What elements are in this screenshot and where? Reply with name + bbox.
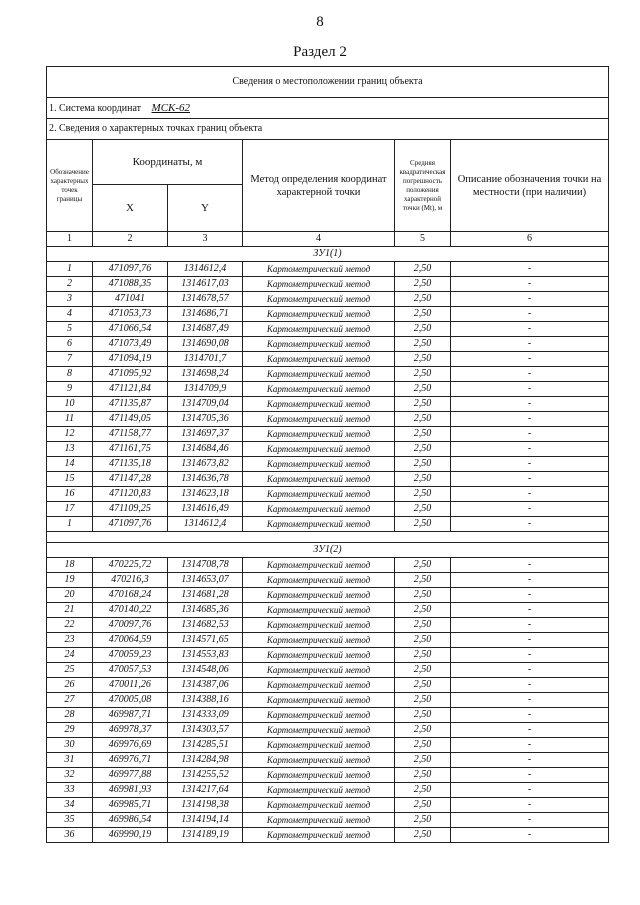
mt-value: 2,50 bbox=[395, 573, 451, 588]
col-number: 1 bbox=[47, 232, 93, 247]
coord-y: 1314685,36 bbox=[168, 603, 243, 618]
header-mt: Средняя квадратическая погрешность положения характерной точки (Mt), м bbox=[395, 140, 451, 232]
table-row bbox=[47, 618, 609, 633]
mt-value: 2,50 bbox=[395, 828, 451, 843]
table-row bbox=[47, 502, 609, 517]
method: Картометрический метод bbox=[243, 573, 395, 588]
point-id: 1 bbox=[47, 517, 93, 532]
coord-x: 470064,59 bbox=[93, 633, 168, 648]
table-row bbox=[47, 693, 609, 708]
table-row bbox=[47, 783, 609, 798]
method: Картометрический метод bbox=[243, 693, 395, 708]
description: - bbox=[451, 558, 609, 573]
group-name: ЗУ1(1) bbox=[47, 247, 609, 262]
point-id: 15 bbox=[47, 472, 93, 487]
coord-x: 471109,25 bbox=[93, 502, 168, 517]
coord-x: 471135,87 bbox=[93, 397, 168, 412]
table-row bbox=[47, 382, 609, 397]
table-row bbox=[47, 648, 609, 663]
table-row bbox=[47, 573, 609, 588]
table-row bbox=[47, 457, 609, 472]
group-spacer bbox=[47, 532, 609, 543]
coord-x: 471095,92 bbox=[93, 367, 168, 382]
coord-y: 1314701,7 bbox=[168, 352, 243, 367]
mt-value: 2,50 bbox=[395, 618, 451, 633]
mt-value: 2,50 bbox=[395, 412, 451, 427]
coord-x: 471066,54 bbox=[93, 322, 168, 337]
table-row bbox=[47, 412, 609, 427]
mt-value: 2,50 bbox=[395, 663, 451, 678]
point-id: 3 bbox=[47, 292, 93, 307]
method: Картометрический метод bbox=[243, 678, 395, 693]
coord-y: 1314303,57 bbox=[168, 723, 243, 738]
point-id: 34 bbox=[47, 798, 93, 813]
point-id: 17 bbox=[47, 502, 93, 517]
method: Картометрический метод bbox=[243, 277, 395, 292]
description: - bbox=[451, 768, 609, 783]
coord-x: 470011,26 bbox=[93, 678, 168, 693]
description: - bbox=[451, 517, 609, 532]
header-x: X bbox=[93, 185, 168, 232]
description: - bbox=[451, 603, 609, 618]
coord-y: 1314616,49 bbox=[168, 502, 243, 517]
coord-y: 1314636,78 bbox=[168, 472, 243, 487]
coord-y: 1314653,07 bbox=[168, 573, 243, 588]
coord-y: 1314548,06 bbox=[168, 663, 243, 678]
description: - bbox=[451, 708, 609, 723]
group-spacer-cell bbox=[47, 532, 609, 543]
description: - bbox=[451, 618, 609, 633]
point-id: 27 bbox=[47, 693, 93, 708]
coord-y: 1314681,28 bbox=[168, 588, 243, 603]
header-point: Обозначение характерных точек границы bbox=[47, 140, 93, 232]
method: Картометрический метод bbox=[243, 783, 395, 798]
table-row bbox=[47, 322, 609, 337]
description: - bbox=[451, 487, 609, 502]
point-id: 22 bbox=[47, 618, 93, 633]
coord-x: 469976,69 bbox=[93, 738, 168, 753]
coord-x: 471053,73 bbox=[93, 307, 168, 322]
table-row bbox=[47, 738, 609, 753]
mt-value: 2,50 bbox=[395, 337, 451, 352]
method: Картометрический метод bbox=[243, 753, 395, 768]
description: - bbox=[451, 798, 609, 813]
col-number: 4 bbox=[243, 232, 395, 247]
coord-x: 471135,18 bbox=[93, 457, 168, 472]
coord-y: 1314709,9 bbox=[168, 382, 243, 397]
description: - bbox=[451, 352, 609, 367]
coord-y: 1314709,04 bbox=[168, 397, 243, 412]
column-numbers-row bbox=[47, 232, 609, 247]
header-description: Описание обозначения точки на местности (при наличии) bbox=[451, 140, 609, 232]
coord-y: 1314673,82 bbox=[168, 457, 243, 472]
description: - bbox=[451, 382, 609, 397]
mt-value: 2,50 bbox=[395, 442, 451, 457]
coord-y: 1314705,36 bbox=[168, 412, 243, 427]
point-id: 25 bbox=[47, 663, 93, 678]
description: - bbox=[451, 292, 609, 307]
method: Картометрический метод bbox=[243, 307, 395, 322]
table-row bbox=[47, 813, 609, 828]
coord-x: 469976,71 bbox=[93, 753, 168, 768]
method: Картометрический метод bbox=[243, 502, 395, 517]
table-row bbox=[47, 367, 609, 382]
point-id: 36 bbox=[47, 828, 93, 843]
description: - bbox=[451, 472, 609, 487]
point-id: 35 bbox=[47, 813, 93, 828]
col-number: 5 bbox=[395, 232, 451, 247]
table-row bbox=[47, 663, 609, 678]
mt-value: 2,50 bbox=[395, 322, 451, 337]
header-method: Метод определения координат характерной точки bbox=[243, 140, 395, 232]
coord-x: 470005,08 bbox=[93, 693, 168, 708]
coord-y: 1314612,4 bbox=[168, 517, 243, 532]
method: Картометрический метод bbox=[243, 337, 395, 352]
table-row bbox=[47, 753, 609, 768]
mt-value: 2,50 bbox=[395, 262, 451, 277]
method: Картометрический метод bbox=[243, 472, 395, 487]
group-header-row bbox=[47, 247, 609, 262]
coord-y: 1314698,24 bbox=[168, 367, 243, 382]
point-id: 2 bbox=[47, 277, 93, 292]
description: - bbox=[451, 502, 609, 517]
coord-x: 470097,76 bbox=[93, 618, 168, 633]
table-row bbox=[47, 487, 609, 502]
description: - bbox=[451, 753, 609, 768]
coord-y: 1314682,53 bbox=[168, 618, 243, 633]
coord-x: 469986,54 bbox=[93, 813, 168, 828]
coord-x: 469981,93 bbox=[93, 783, 168, 798]
mt-value: 2,50 bbox=[395, 753, 451, 768]
point-id: 1 bbox=[47, 262, 93, 277]
mt-value: 2,50 bbox=[395, 397, 451, 412]
coord-y: 1314387,06 bbox=[168, 678, 243, 693]
mt-value: 2,50 bbox=[395, 427, 451, 442]
description: - bbox=[451, 723, 609, 738]
header-y: Y bbox=[168, 185, 243, 232]
col-number: 6 bbox=[451, 232, 609, 247]
coord-y: 1314678,57 bbox=[168, 292, 243, 307]
description: - bbox=[451, 307, 609, 322]
table-row bbox=[47, 442, 609, 457]
point-id: 20 bbox=[47, 588, 93, 603]
coord-x: 471161,75 bbox=[93, 442, 168, 457]
method: Картометрический метод bbox=[243, 352, 395, 367]
point-id: 10 bbox=[47, 397, 93, 412]
point-id: 21 bbox=[47, 603, 93, 618]
point-id: 31 bbox=[47, 753, 93, 768]
coord-y: 1314388,16 bbox=[168, 693, 243, 708]
group-name: ЗУ1(2) bbox=[47, 543, 609, 558]
col-number: 3 bbox=[168, 232, 243, 247]
description: - bbox=[451, 633, 609, 648]
table-row bbox=[47, 277, 609, 292]
coord-x: 470216,3 bbox=[93, 573, 168, 588]
method: Картометрический метод bbox=[243, 412, 395, 427]
mt-value: 2,50 bbox=[395, 798, 451, 813]
coord-x: 469990,19 bbox=[93, 828, 168, 843]
method: Картометрический метод bbox=[243, 588, 395, 603]
method: Картометрический метод bbox=[243, 663, 395, 678]
point-id: 18 bbox=[47, 558, 93, 573]
description: - bbox=[451, 277, 609, 292]
mt-value: 2,50 bbox=[395, 633, 451, 648]
method: Картометрический метод bbox=[243, 708, 395, 723]
coord-y: 1314553,83 bbox=[168, 648, 243, 663]
method: Картометрический метод bbox=[243, 618, 395, 633]
mt-value: 2,50 bbox=[395, 723, 451, 738]
description: - bbox=[451, 262, 609, 277]
point-id: 8 bbox=[47, 367, 93, 382]
description: - bbox=[451, 663, 609, 678]
point-id: 26 bbox=[47, 678, 93, 693]
coord-x: 471147,28 bbox=[93, 472, 168, 487]
table-row bbox=[47, 768, 609, 783]
coord-y: 1314189,19 bbox=[168, 828, 243, 843]
coord-x: 471094,19 bbox=[93, 352, 168, 367]
description: - bbox=[451, 648, 609, 663]
point-id: 11 bbox=[47, 412, 93, 427]
points-section-title: 2. Сведения о характерных точках границ объекта bbox=[47, 119, 609, 140]
coord-x: 471097,76 bbox=[93, 517, 168, 532]
mt-value: 2,50 bbox=[395, 307, 451, 322]
table-row bbox=[47, 262, 609, 277]
table-row bbox=[47, 397, 609, 412]
col-number: 2 bbox=[93, 232, 168, 247]
method: Картометрический метод bbox=[243, 798, 395, 813]
mt-value: 2,50 bbox=[395, 603, 451, 618]
method: Картометрический метод bbox=[243, 262, 395, 277]
description: - bbox=[451, 367, 609, 382]
coord-x: 470059,23 bbox=[93, 648, 168, 663]
description: - bbox=[451, 427, 609, 442]
coord-x: 470140,22 bbox=[93, 603, 168, 618]
point-id: 16 bbox=[47, 487, 93, 502]
description: - bbox=[451, 397, 609, 412]
method: Картометрический метод bbox=[243, 633, 395, 648]
coord-y: 1314617,03 bbox=[168, 277, 243, 292]
coord-y: 1314623,18 bbox=[168, 487, 243, 502]
method: Картометрический метод bbox=[243, 367, 395, 382]
table-title: Сведения о местоположении границ объекта bbox=[47, 67, 609, 98]
point-id: 32 bbox=[47, 768, 93, 783]
coord-y: 1314687,49 bbox=[168, 322, 243, 337]
mt-value: 2,50 bbox=[395, 783, 451, 798]
description: - bbox=[451, 828, 609, 843]
coord-x: 471120,83 bbox=[93, 487, 168, 502]
coord-y: 1314198,38 bbox=[168, 798, 243, 813]
description: - bbox=[451, 813, 609, 828]
point-id: 9 bbox=[47, 382, 93, 397]
mt-value: 2,50 bbox=[395, 457, 451, 472]
method: Картометрический метод bbox=[243, 603, 395, 618]
mt-value: 2,50 bbox=[395, 813, 451, 828]
mt-value: 2,50 bbox=[395, 292, 451, 307]
coord-x: 471149,05 bbox=[93, 412, 168, 427]
point-id: 14 bbox=[47, 457, 93, 472]
mt-value: 2,50 bbox=[395, 367, 451, 382]
point-id: 4 bbox=[47, 307, 93, 322]
mt-value: 2,50 bbox=[395, 352, 451, 367]
table-row bbox=[47, 678, 609, 693]
coord-x: 471158,77 bbox=[93, 427, 168, 442]
table-row bbox=[47, 603, 609, 618]
point-id: 24 bbox=[47, 648, 93, 663]
table-row bbox=[47, 798, 609, 813]
mt-value: 2,50 bbox=[395, 708, 451, 723]
point-id: 28 bbox=[47, 708, 93, 723]
page-number: 8 bbox=[316, 14, 324, 30]
coord-y: 1314217,64 bbox=[168, 783, 243, 798]
coord-x: 471088,35 bbox=[93, 277, 168, 292]
point-id: 23 bbox=[47, 633, 93, 648]
method: Картометрический метод bbox=[243, 442, 395, 457]
point-id: 6 bbox=[47, 337, 93, 352]
coord-y: 1314571,65 bbox=[168, 633, 243, 648]
coord-x: 471073,49 bbox=[93, 337, 168, 352]
coord-y: 1314686,71 bbox=[168, 307, 243, 322]
coord-y: 1314333,09 bbox=[168, 708, 243, 723]
coord-y: 1314255,52 bbox=[168, 768, 243, 783]
group-header-row bbox=[47, 543, 609, 558]
coord-y: 1314690,08 bbox=[168, 337, 243, 352]
section-title: Раздел 2 bbox=[293, 44, 347, 60]
mt-value: 2,50 bbox=[395, 648, 451, 663]
table-row bbox=[47, 472, 609, 487]
point-id: 30 bbox=[47, 738, 93, 753]
method: Картометрический метод bbox=[243, 738, 395, 753]
coord-x: 470168,24 bbox=[93, 588, 168, 603]
coord-y: 1314697,37 bbox=[168, 427, 243, 442]
point-id: 29 bbox=[47, 723, 93, 738]
point-id: 5 bbox=[47, 322, 93, 337]
description: - bbox=[451, 678, 609, 693]
mt-value: 2,50 bbox=[395, 472, 451, 487]
table-row bbox=[47, 828, 609, 843]
point-id: 12 bbox=[47, 427, 93, 442]
mt-value: 2,50 bbox=[395, 517, 451, 532]
coord-x: 471097,76 bbox=[93, 262, 168, 277]
mt-value: 2,50 bbox=[395, 693, 451, 708]
table-row bbox=[47, 588, 609, 603]
mt-value: 2,50 bbox=[395, 487, 451, 502]
coord-y: 1314194,14 bbox=[168, 813, 243, 828]
table-row bbox=[47, 307, 609, 322]
method: Картометрический метод bbox=[243, 813, 395, 828]
table-row bbox=[47, 352, 609, 367]
point-id: 33 bbox=[47, 783, 93, 798]
mt-value: 2,50 bbox=[395, 502, 451, 517]
coord-x: 470225,72 bbox=[93, 558, 168, 573]
method: Картометрический метод bbox=[243, 322, 395, 337]
coordinate-system-label: 1. Система координат bbox=[49, 102, 142, 114]
mt-value: 2,50 bbox=[395, 277, 451, 292]
table-row bbox=[47, 292, 609, 307]
method: Картометрический метод bbox=[243, 292, 395, 307]
coord-y: 1314284,98 bbox=[168, 753, 243, 768]
boundary-points-table bbox=[46, 66, 609, 843]
table-row bbox=[47, 723, 609, 738]
description: - bbox=[451, 457, 609, 472]
mt-value: 2,50 bbox=[395, 382, 451, 397]
method: Картометрический метод bbox=[243, 487, 395, 502]
coord-x: 471121,84 bbox=[93, 382, 168, 397]
coord-x: 471041 bbox=[93, 292, 168, 307]
mt-value: 2,50 bbox=[395, 588, 451, 603]
table-row bbox=[47, 427, 609, 442]
description: - bbox=[451, 322, 609, 337]
mt-value: 2,50 bbox=[395, 558, 451, 573]
mt-value: 2,50 bbox=[395, 678, 451, 693]
table-row bbox=[47, 633, 609, 648]
method: Картометрический метод bbox=[243, 558, 395, 573]
method: Картометрический метод bbox=[243, 427, 395, 442]
coordinate-system-row bbox=[47, 98, 609, 119]
coord-y: 1314684,46 bbox=[168, 442, 243, 457]
point-id: 7 bbox=[47, 352, 93, 367]
description: - bbox=[451, 412, 609, 427]
method: Картометрический метод bbox=[243, 517, 395, 532]
description: - bbox=[451, 783, 609, 798]
method: Картометрический метод bbox=[243, 457, 395, 472]
method: Картометрический метод bbox=[243, 397, 395, 412]
description: - bbox=[451, 573, 609, 588]
coordinate-system-value: МСК-62 bbox=[151, 101, 190, 114]
table-row bbox=[47, 708, 609, 723]
coord-x: 469987,71 bbox=[93, 708, 168, 723]
description: - bbox=[451, 738, 609, 753]
description: - bbox=[451, 337, 609, 352]
coord-y: 1314612,4 bbox=[168, 262, 243, 277]
table-row bbox=[47, 517, 609, 532]
method: Картометрический метод bbox=[243, 723, 395, 738]
coord-y: 1314708,78 bbox=[168, 558, 243, 573]
table-row bbox=[47, 558, 609, 573]
coord-x: 470057,53 bbox=[93, 663, 168, 678]
method: Картометрический метод bbox=[243, 828, 395, 843]
description: - bbox=[451, 588, 609, 603]
method: Картометрический метод bbox=[243, 648, 395, 663]
point-id: 13 bbox=[47, 442, 93, 457]
point-id: 19 bbox=[47, 573, 93, 588]
method: Картометрический метод bbox=[243, 382, 395, 397]
description: - bbox=[451, 693, 609, 708]
coord-y: 1314285,51 bbox=[168, 738, 243, 753]
description: - bbox=[451, 442, 609, 457]
coord-x: 469985,71 bbox=[93, 798, 168, 813]
coord-x: 469977,88 bbox=[93, 768, 168, 783]
method: Картометрический метод bbox=[243, 768, 395, 783]
header-coordinates: Координаты, м bbox=[93, 140, 243, 185]
coord-x: 469978,37 bbox=[93, 723, 168, 738]
mt-value: 2,50 bbox=[395, 768, 451, 783]
mt-value: 2,50 bbox=[395, 738, 451, 753]
table-row bbox=[47, 337, 609, 352]
